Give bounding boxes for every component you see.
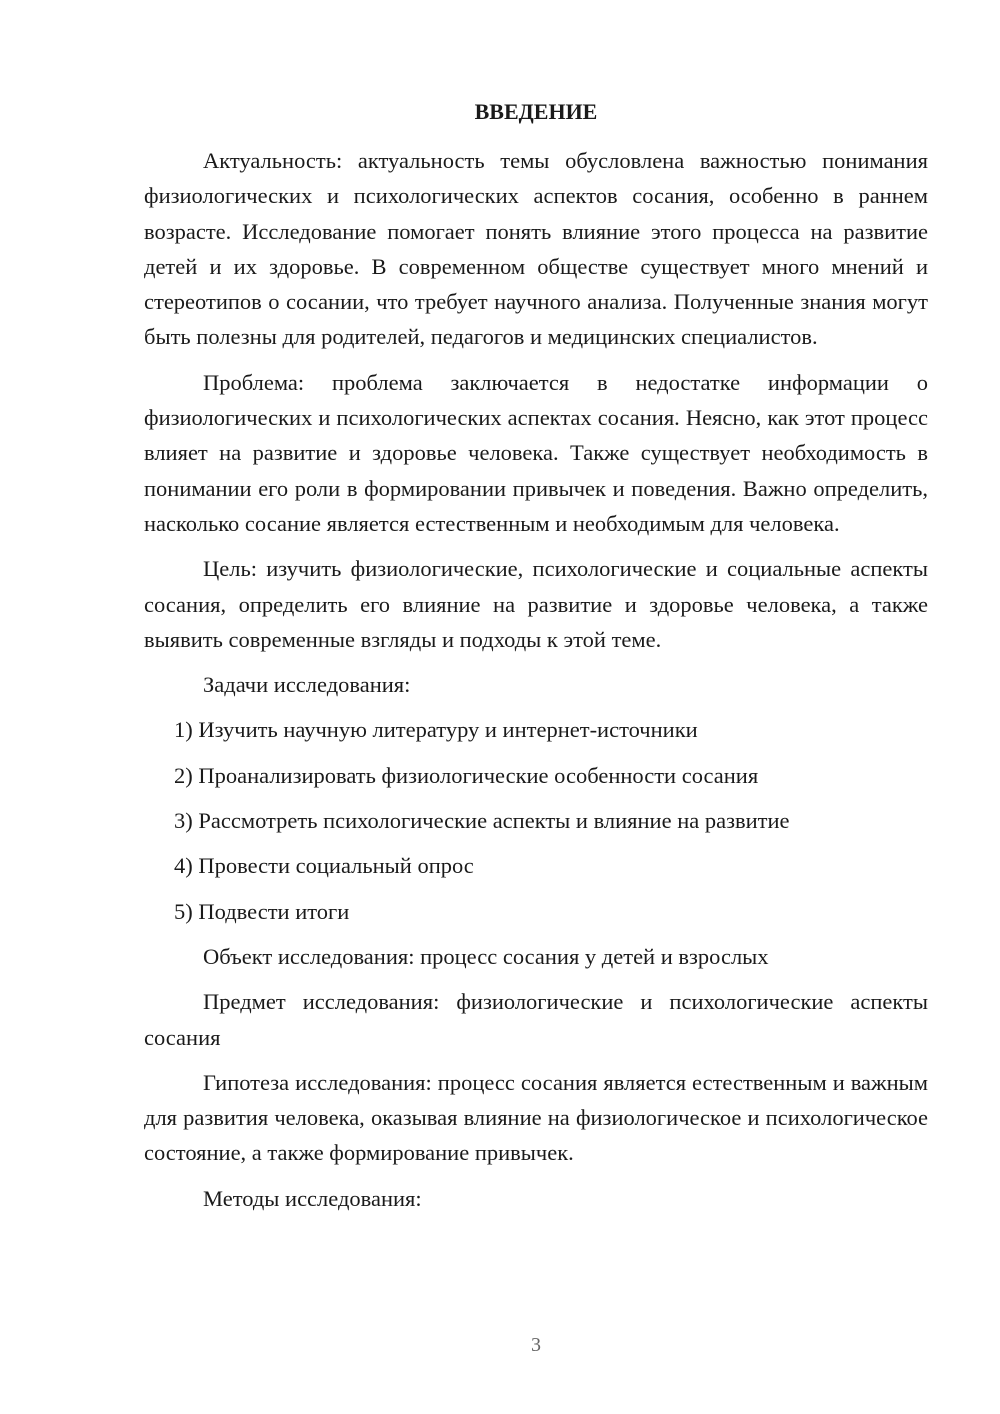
methods-heading: Методы исследования: [203,1185,422,1211]
task-item: 3) Рассмотреть психологические аспекты и влияние на развитие [174,808,790,834]
document-body [144,143,928,1226]
subject-paragraph: Предмет исследования: физиологические и психологические аспекты сосания [144,989,928,1050]
hypothesis-paragraph: Гипотеза исследования: процесс сосания является естественным и важным для развития человека, оказывая влияние на физиологическое и психологическое состояние, а также формирование привычек. [144,1069,928,1166]
task-item: 1) Изучить научную литературу и интернет-источники [174,717,698,743]
relevance-paragraph: Актуальность: актуальность темы обусловлена важностью понимания физиологических и психологических аспектов сосания, особенно в раннем возрасте. Исследование помогает понять влияние этого процесса на развитие детей и их здоровье. В современном обществе существует много мнений и стереотипов о сосании, что требует научного анализа. Полученные знания могут быть полезны для родителей, педагогов и медицинских специалистов. [144,148,928,350]
task-item: 4) Провести социальный опрос [174,853,474,879]
task-item: 2) Проанализировать физиологические особенности сосания [174,762,759,788]
problem-paragraph: Проблема: проблема заключается в недостатке информации о физиологических и психологических аспектах сосания. Неясно, как этот процесс влияет на развитие и здоровье человека. Также существует необходимость в понимании его роли в формировании привычек и поведения. Важно определить, насколько сосание является естественным и необходимым для человека. [144,369,928,536]
task-item: 5) Подвести итоги [174,898,350,924]
page-number: 3 [531,1334,541,1356]
goal-paragraph: Цель: изучить физиологические, психологические и социальные аспекты сосания, определить его влияние на развитие и здоровье человека, а также выявить современные взгляды и подходы к этой теме. [144,556,928,652]
tasks-heading: Задачи исследования: [203,672,411,698]
page-title: ВВЕДЕНИЕ [474,99,598,124]
object-paragraph: Объект исследования: процесс сосания у детей и взрослых [203,943,769,969]
